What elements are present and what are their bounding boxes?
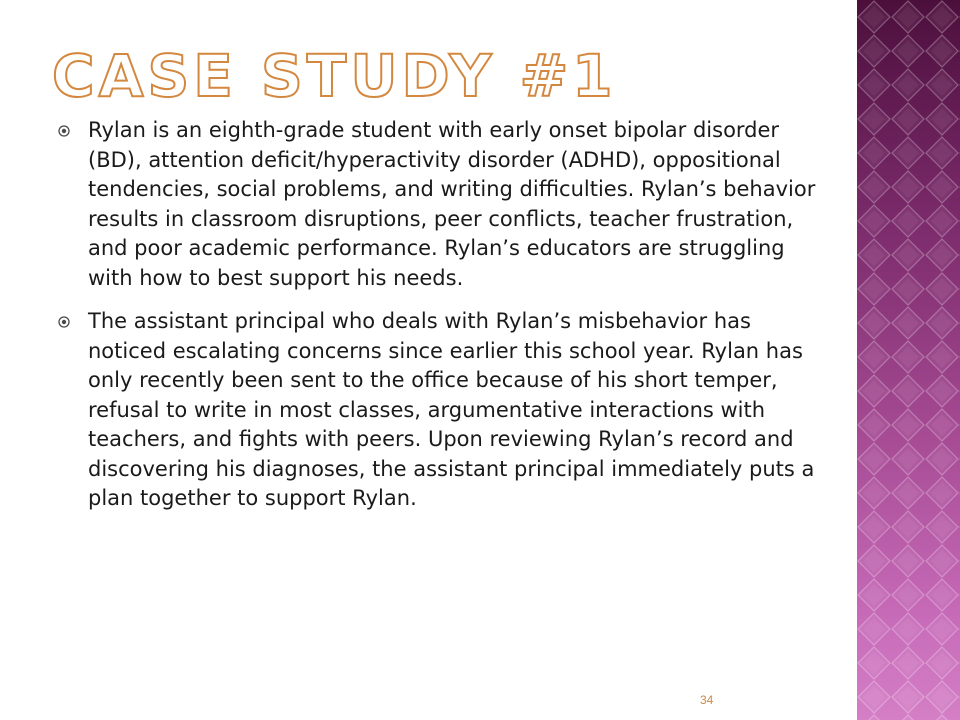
diamond-pattern bbox=[857, 0, 960, 720]
page-number: 34 bbox=[700, 693, 714, 707]
circled-dot-icon bbox=[58, 125, 70, 137]
bullet-text: Rylan is an eighth-grade student with early onset bipolar disorder (BD), attention deficit/hyperactivity disorder (ADHD), oppositional tendencies, social problems, and writing difficulties. Rylan’s behavior results in classroom disruptions, peer conflicts, teacher frustration, and poor academic performance. Rylan’s educators are struggling with how to best support his needs. bbox=[88, 118, 816, 290]
decorative-side-panel bbox=[857, 0, 960, 720]
bullet-item bbox=[58, 307, 828, 514]
bullet-text: The assistant principal who deals with Rylan’s misbehavior has noticed escalating concerns since earlier this school year. Rylan has only recently been sent to the office because of his short temper, refusal to write in most classes, argumentative interactions with teachers, and fights with peers. Upon reviewing Rylan’s record and discovering his diagnoses, the assistant principal immediately puts a plan together to support Rylan. bbox=[88, 309, 815, 510]
bullet-item bbox=[58, 116, 828, 293]
circled-dot-icon bbox=[58, 316, 70, 328]
slide-title: CASE STUDY #1 bbox=[52, 42, 617, 110]
bullet-list bbox=[58, 116, 828, 528]
